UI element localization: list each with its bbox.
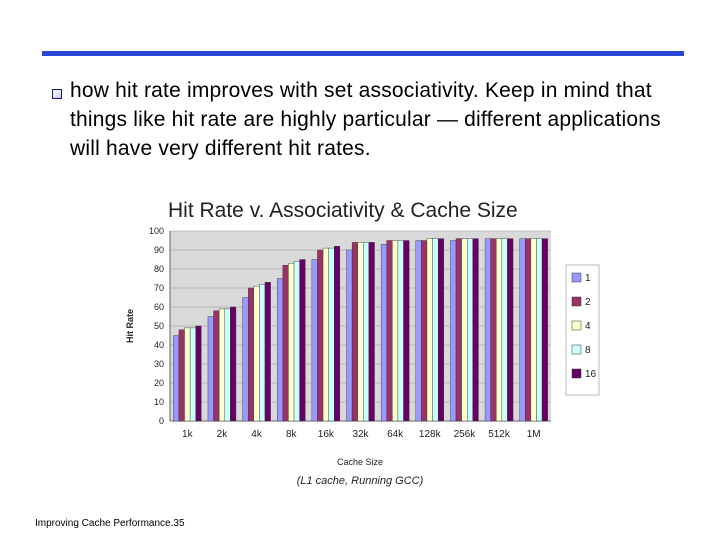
bar-1k-series-8 xyxy=(190,328,196,421)
x-tick-label: 16k xyxy=(317,429,334,440)
chart-title: Hit Rate v. Associativity & Cache Size xyxy=(168,199,518,222)
y-tick-label: 90 xyxy=(153,245,164,255)
hit-rate-chart xyxy=(118,190,597,490)
bar-1M-series-4 xyxy=(531,239,537,421)
bar-8k-series-2 xyxy=(283,265,289,421)
legend xyxy=(566,265,599,395)
x-tick-label: 256k xyxy=(453,429,476,440)
bar-32k-series-8 xyxy=(363,242,369,421)
x-tick-label: 8k xyxy=(285,429,297,440)
bar-16k-series-1 xyxy=(312,260,318,422)
bar-2k-series-4 xyxy=(219,309,225,421)
y-tick-label: 10 xyxy=(153,397,164,407)
y-tick-label: 60 xyxy=(153,302,164,312)
chart-caption: (L1 cache, Running GCC) xyxy=(296,475,424,487)
bar-4k-series-16 xyxy=(265,282,271,421)
bar-4k-series-2 xyxy=(248,288,254,421)
bar-16k-series-16 xyxy=(334,246,340,421)
y-tick-label: 100 xyxy=(148,226,164,236)
x-tick-label: 2k xyxy=(216,429,228,440)
legend-label-2: 2 xyxy=(585,297,591,308)
bar-128k-series-8 xyxy=(433,239,439,421)
bar-128k-series-16 xyxy=(438,239,444,421)
bar-1k-series-1 xyxy=(173,336,179,422)
plot-area xyxy=(149,226,551,440)
y-axis-label: Hit Rate xyxy=(125,308,135,344)
bar-4k-series-8 xyxy=(259,284,265,421)
x-tick-label: 512k xyxy=(488,429,510,440)
bar-512k-series-4 xyxy=(496,239,502,421)
legend-swatch-16 xyxy=(572,369,581,378)
bar-32k-series-1 xyxy=(347,250,353,421)
bar-8k-series-4 xyxy=(288,263,294,421)
y-tick-label: 50 xyxy=(153,321,164,331)
y-tick-label: 0 xyxy=(158,416,164,426)
bar-512k-series-1 xyxy=(485,239,491,421)
bar-1k-series-2 xyxy=(179,330,185,421)
body-text: how hit rate improves with set associativity. Keep in mind that things like hit rate are highly particular — different applications will have very different hit rates. xyxy=(70,79,661,160)
bar-2k-series-16 xyxy=(230,307,236,421)
bar-512k-series-8 xyxy=(502,239,508,421)
bar-1M-series-2 xyxy=(525,239,531,421)
legend-label-1: 1 xyxy=(585,273,591,284)
bar-2k-series-2 xyxy=(214,311,220,421)
x-tick-label: 1M xyxy=(526,429,541,440)
bar-4k-series-1 xyxy=(243,298,249,422)
bar-128k-series-1 xyxy=(416,241,422,422)
legend-swatch-1 xyxy=(572,273,581,282)
bar-32k-series-16 xyxy=(369,242,375,421)
bar-16k-series-4 xyxy=(323,248,329,421)
bar-128k-series-2 xyxy=(421,241,427,422)
legend-swatch-4 xyxy=(572,321,581,330)
bar-64k-series-2 xyxy=(387,241,393,422)
top-rule xyxy=(42,51,684,56)
bar-2k-series-8 xyxy=(225,309,231,421)
x-tick-label: 1k xyxy=(182,429,193,440)
slide-footer: Improving Cache Performance.35 xyxy=(35,518,185,529)
y-tick-label: 30 xyxy=(153,359,164,369)
bar-8k-series-8 xyxy=(294,261,300,421)
bar-16k-series-8 xyxy=(329,248,335,421)
bar-256k-series-2 xyxy=(456,239,462,421)
x-tick-label: 64k xyxy=(387,429,404,440)
x-tick-label: 128k xyxy=(418,429,441,440)
bar-8k-series-1 xyxy=(277,279,283,422)
legend-label-4: 4 xyxy=(585,321,591,332)
legend-label-8: 8 xyxy=(585,345,591,356)
bar-1M-series-8 xyxy=(536,239,542,421)
bar-256k-series-1 xyxy=(450,241,456,422)
bar-1k-series-4 xyxy=(185,328,191,421)
y-tick-label: 20 xyxy=(153,378,164,388)
legend-label-16: 16 xyxy=(585,369,597,380)
bar-1M-series-1 xyxy=(520,239,526,421)
bar-1k-series-16 xyxy=(196,326,202,421)
bar-64k-series-8 xyxy=(398,241,404,422)
x-tick-label: 32k xyxy=(352,429,369,440)
y-tick-label: 40 xyxy=(153,340,164,350)
legend-swatch-8 xyxy=(572,345,581,354)
bar-64k-series-16 xyxy=(404,241,410,422)
bar-32k-series-2 xyxy=(352,242,358,421)
legend-swatch-2 xyxy=(572,297,581,306)
bar-512k-series-16 xyxy=(507,239,513,421)
x-axis-label: Cache Size xyxy=(336,457,384,467)
bar-256k-series-8 xyxy=(467,239,473,421)
bar-16k-series-2 xyxy=(317,250,323,421)
bullet-icon xyxy=(52,89,62,99)
x-tick-label: 4k xyxy=(251,429,262,440)
bar-256k-series-4 xyxy=(462,239,468,421)
bar-512k-series-2 xyxy=(491,239,497,421)
bar-256k-series-16 xyxy=(473,239,479,421)
bar-64k-series-4 xyxy=(392,241,398,422)
y-tick-label: 80 xyxy=(153,264,164,274)
bar-32k-series-4 xyxy=(358,242,364,421)
bar-64k-series-1 xyxy=(381,244,387,421)
bar-1M-series-16 xyxy=(542,239,548,421)
bar-2k-series-1 xyxy=(208,317,214,422)
bar-128k-series-4 xyxy=(427,239,433,421)
bar-4k-series-4 xyxy=(254,286,260,421)
y-tick-label: 70 xyxy=(153,283,164,293)
bar-8k-series-16 xyxy=(300,260,306,422)
